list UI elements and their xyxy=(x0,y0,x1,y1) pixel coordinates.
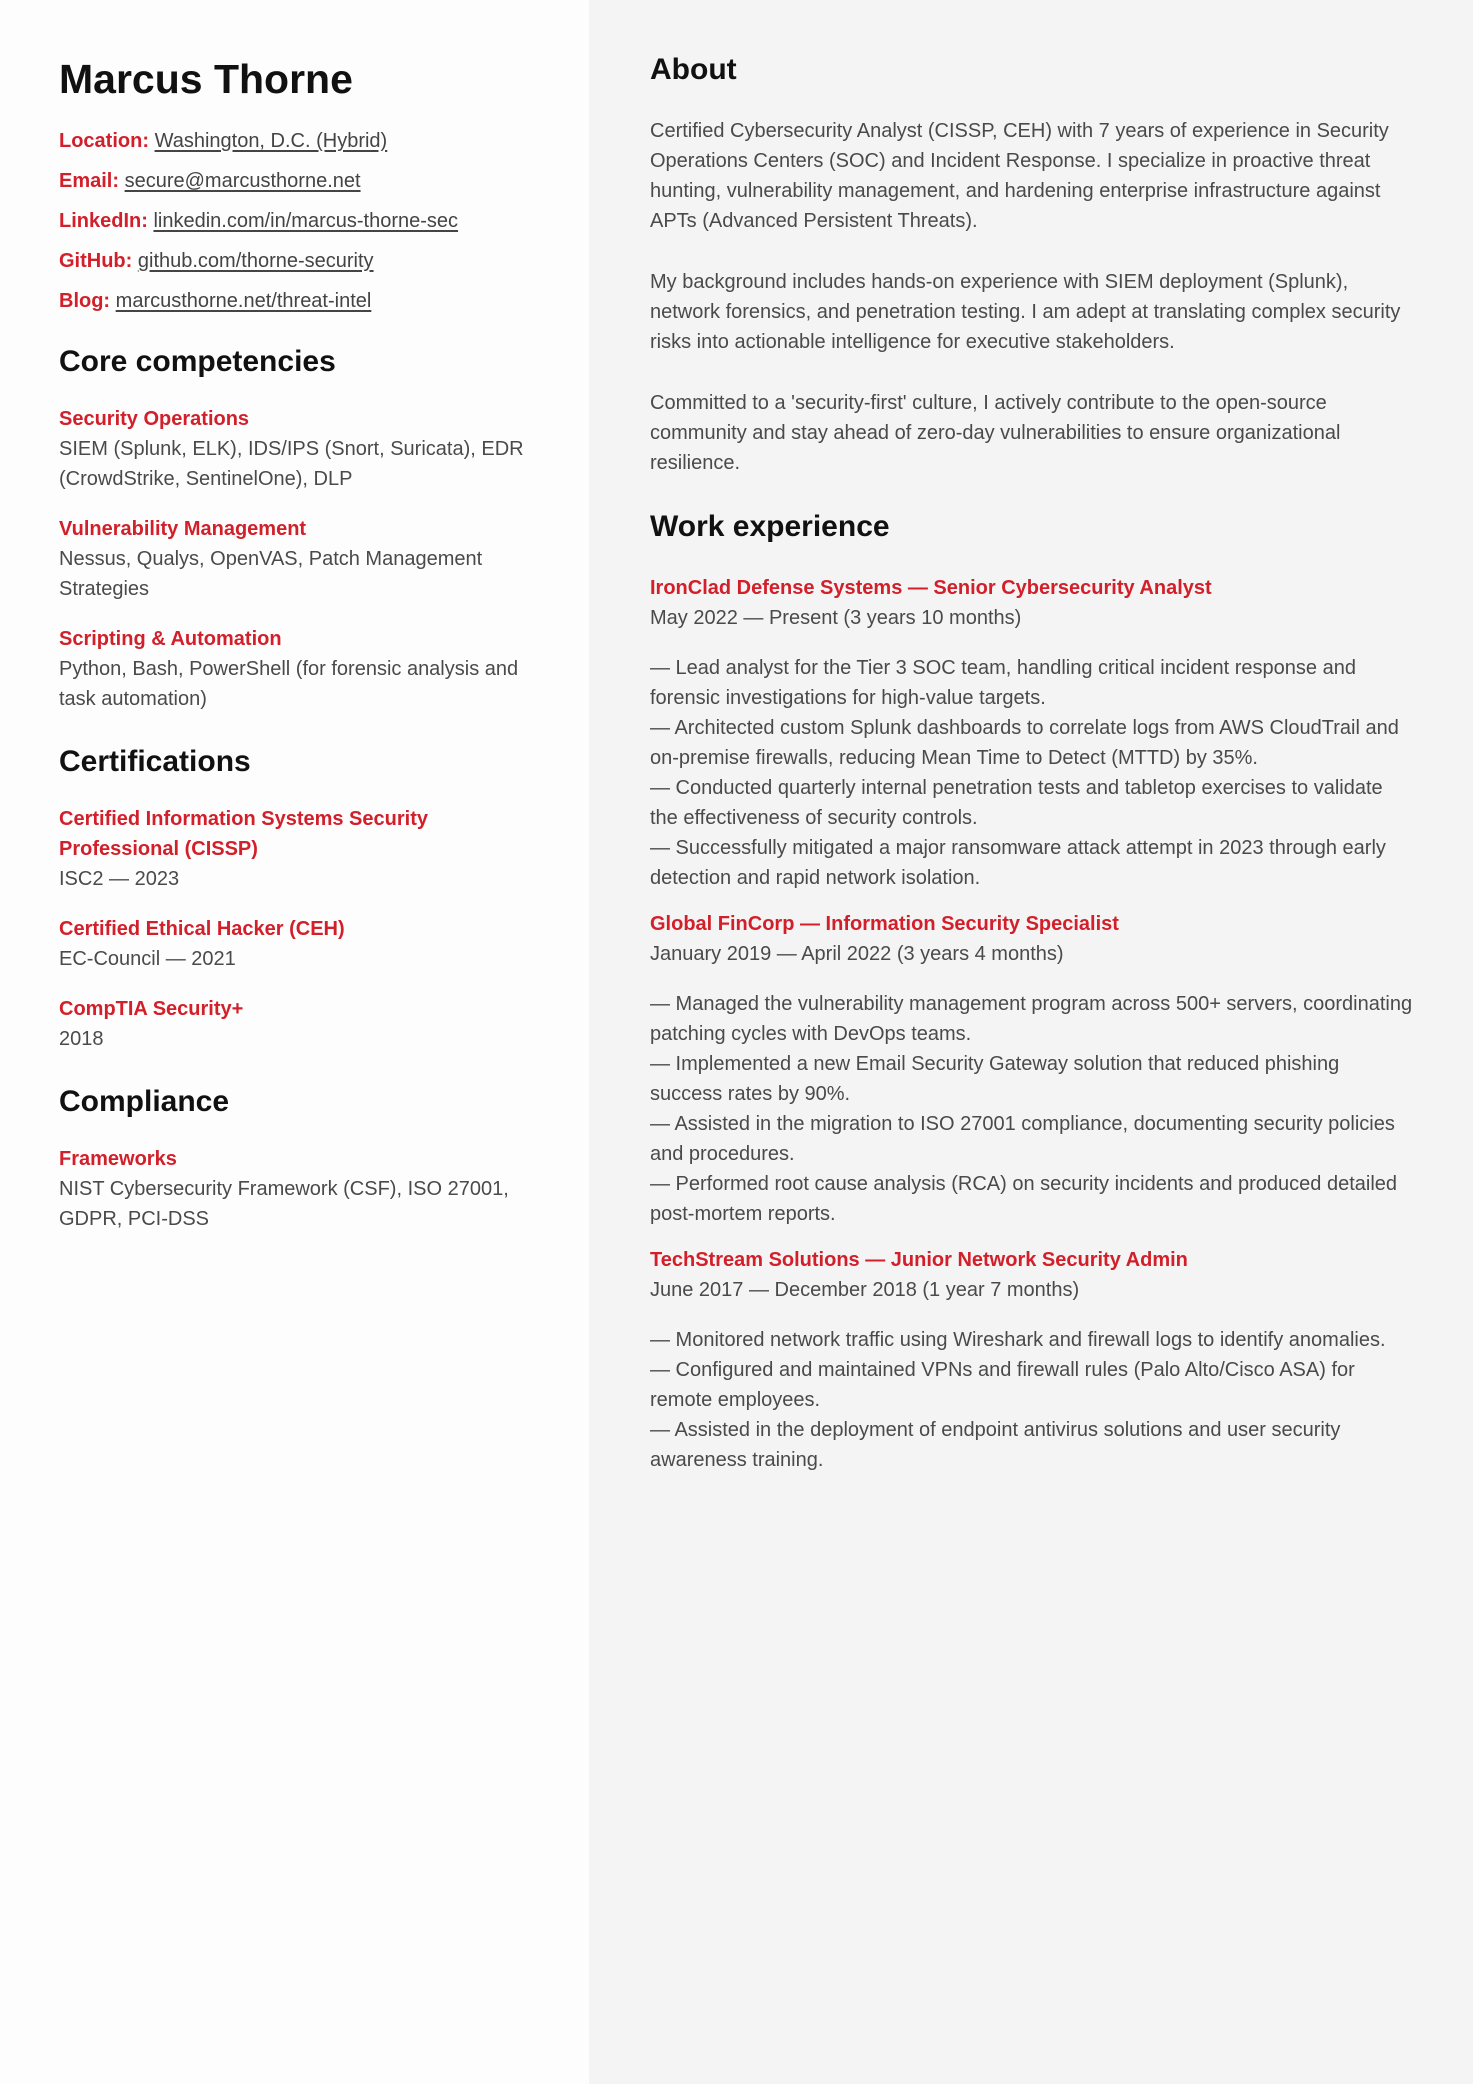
competency-title: Vulnerability Management xyxy=(59,518,307,540)
competency-title: Security Operations xyxy=(59,408,250,430)
compliance-text: NIST Cybersecurity Framework (CSF), ISO 27001, GDPR, PCI-DSS xyxy=(59,1178,509,1230)
competency-text: Python, Bash, PowerShell (for forensic analysis and task automation) xyxy=(59,658,519,710)
job-bullet: — Implemented a new Email Security Gateway solution that reduced phishing success rates by 90%. xyxy=(650,1053,1340,1105)
linkedin-link[interactable]: linkedin.com/in/marcus-thorne-sec xyxy=(153,210,459,232)
email-link[interactable]: secure@marcusthorne.net xyxy=(124,170,361,192)
about-heading: About xyxy=(650,53,737,86)
about-paragraph: Committed to a 'security-first' culture, I actively contribute to the open-source community and stay ahead of zero-day vulnerabilities to ensure organizational resilience. xyxy=(650,392,1341,474)
contact-label: LinkedIn: xyxy=(59,210,148,232)
contact-label: GitHub: xyxy=(59,250,133,272)
job-entry xyxy=(650,1245,1413,1475)
competency-text: SIEM (Splunk, ELK), IDS/IPS (Snort, Suricata), EDR (CrowdStrike, SentinelOne), DLP xyxy=(59,438,524,490)
candidate-name: Marcus Thorne xyxy=(59,56,353,102)
contact-linkedin xyxy=(59,208,549,234)
job-entry xyxy=(650,573,1413,893)
certification-issuer: EC-Council — 2021 xyxy=(59,948,236,970)
github-link[interactable]: github.com/thorne-security xyxy=(137,250,374,272)
job-bullet: — Configured and maintained VPNs and firewall rules (Palo Alto/Cisco ASA) for remote employees. xyxy=(650,1359,1355,1411)
certification-item xyxy=(59,804,549,894)
job-bullet: — Monitored network traffic using Wireshark and firewall logs to identify anomalies. xyxy=(650,1329,1386,1351)
competency-item xyxy=(59,404,549,494)
job-bullet: — Lead analyst for the Tier 3 SOC team, handling critical incident response and forensic investigations for high-value targets. xyxy=(650,657,1356,709)
certification-title: CompTIA Security+ xyxy=(59,998,244,1020)
certifications-heading: Certifications xyxy=(59,745,251,778)
job-bullet: — Performed root cause analysis (RCA) on security incidents and produced detailed post-mortem reports. xyxy=(650,1173,1398,1225)
compliance-title: Frameworks xyxy=(59,1148,177,1170)
job-dates: May 2022 — Present (3 years 10 months) xyxy=(650,607,1022,629)
contact-github xyxy=(59,248,549,274)
job-bullet: — Conducted quarterly internal penetration tests and tabletop exercises to validate the effectiveness of security controls. xyxy=(650,777,1383,829)
location-link[interactable]: Washington, D.C. (Hybrid) xyxy=(154,130,388,152)
competency-title: Scripting & Automation xyxy=(59,628,282,650)
contact-blog xyxy=(59,288,549,314)
job-dates: January 2019 — April 2022 (3 years 4 months) xyxy=(650,943,1064,965)
contact-location xyxy=(59,128,549,154)
compliance-heading: Compliance xyxy=(59,1085,230,1118)
compliance-item xyxy=(59,1144,549,1234)
contact-label: Location: xyxy=(59,130,149,152)
job-bullet: — Assisted in the migration to ISO 27001 compliance, documenting security policies and procedures. xyxy=(650,1113,1395,1165)
job-title: TechStream Solutions — Junior Network Security Admin xyxy=(650,1249,1188,1271)
job-dates: June 2017 — December 2018 (1 year 7 months) xyxy=(650,1279,1080,1301)
job-bullet: — Architected custom Splunk dashboards to correlate logs from AWS CloudTrail and on-premise firewalls, reducing Mean Time to Detect (MTTD) by 35%. xyxy=(650,717,1399,769)
contact-label: Blog: xyxy=(59,290,111,312)
competency-item xyxy=(59,514,549,604)
competencies-heading: Core competencies xyxy=(59,345,336,378)
job-title: Global FinCorp — Information Security Specialist xyxy=(650,913,1119,935)
job-entry xyxy=(650,909,1413,1229)
certification-title: Certified Ethical Hacker (CEH) xyxy=(59,918,345,940)
job-bullet: — Assisted in the deployment of endpoint antivirus solutions and user security awareness training. xyxy=(650,1419,1341,1471)
certification-item xyxy=(59,994,549,1054)
right-column xyxy=(589,0,1473,2084)
blog-link[interactable]: marcusthorne.net/threat-intel xyxy=(115,290,372,312)
contact-label: Email: xyxy=(59,170,120,192)
certification-title: Certified Information Systems Security Professional (CISSP) xyxy=(59,808,428,860)
contact-email xyxy=(59,168,549,194)
left-column xyxy=(0,0,589,2084)
certification-issuer: ISC2 — 2023 xyxy=(59,868,180,890)
job-bullet: — Successfully mitigated a major ransomware attack attempt in 2023 through early detection and rapid network isolation. xyxy=(650,837,1386,889)
job-title: IronClad Defense Systems — Senior Cybersecurity Analyst xyxy=(650,577,1212,599)
certification-issuer: 2018 xyxy=(59,1028,104,1050)
competency-item xyxy=(59,624,549,714)
competency-text: Nessus, Qualys, OpenVAS, Patch Management Strategies xyxy=(59,548,483,600)
job-bullet: — Managed the vulnerability management program across 500+ servers, coordinating patching cycles with DevOps teams. xyxy=(650,993,1413,1045)
certification-item xyxy=(59,914,549,974)
work-experience-heading: Work experience xyxy=(650,510,890,543)
about-paragraph: Certified Cybersecurity Analyst (CISSP, CEH) with 7 years of experience in Security Operations Centers (SOC) and Incident Response. I specialize in proactive threat hunting, vulnerability management, and hardening enterprise infrastructure against APTs (Advanced Persistent Threats). xyxy=(650,120,1389,232)
about-paragraph: My background includes hands-on experience with SIEM deployment (Splunk), network forensics, and penetration testing. I am adept at translating complex security risks into actionable intelligence for executive stakeholders. xyxy=(650,271,1401,353)
